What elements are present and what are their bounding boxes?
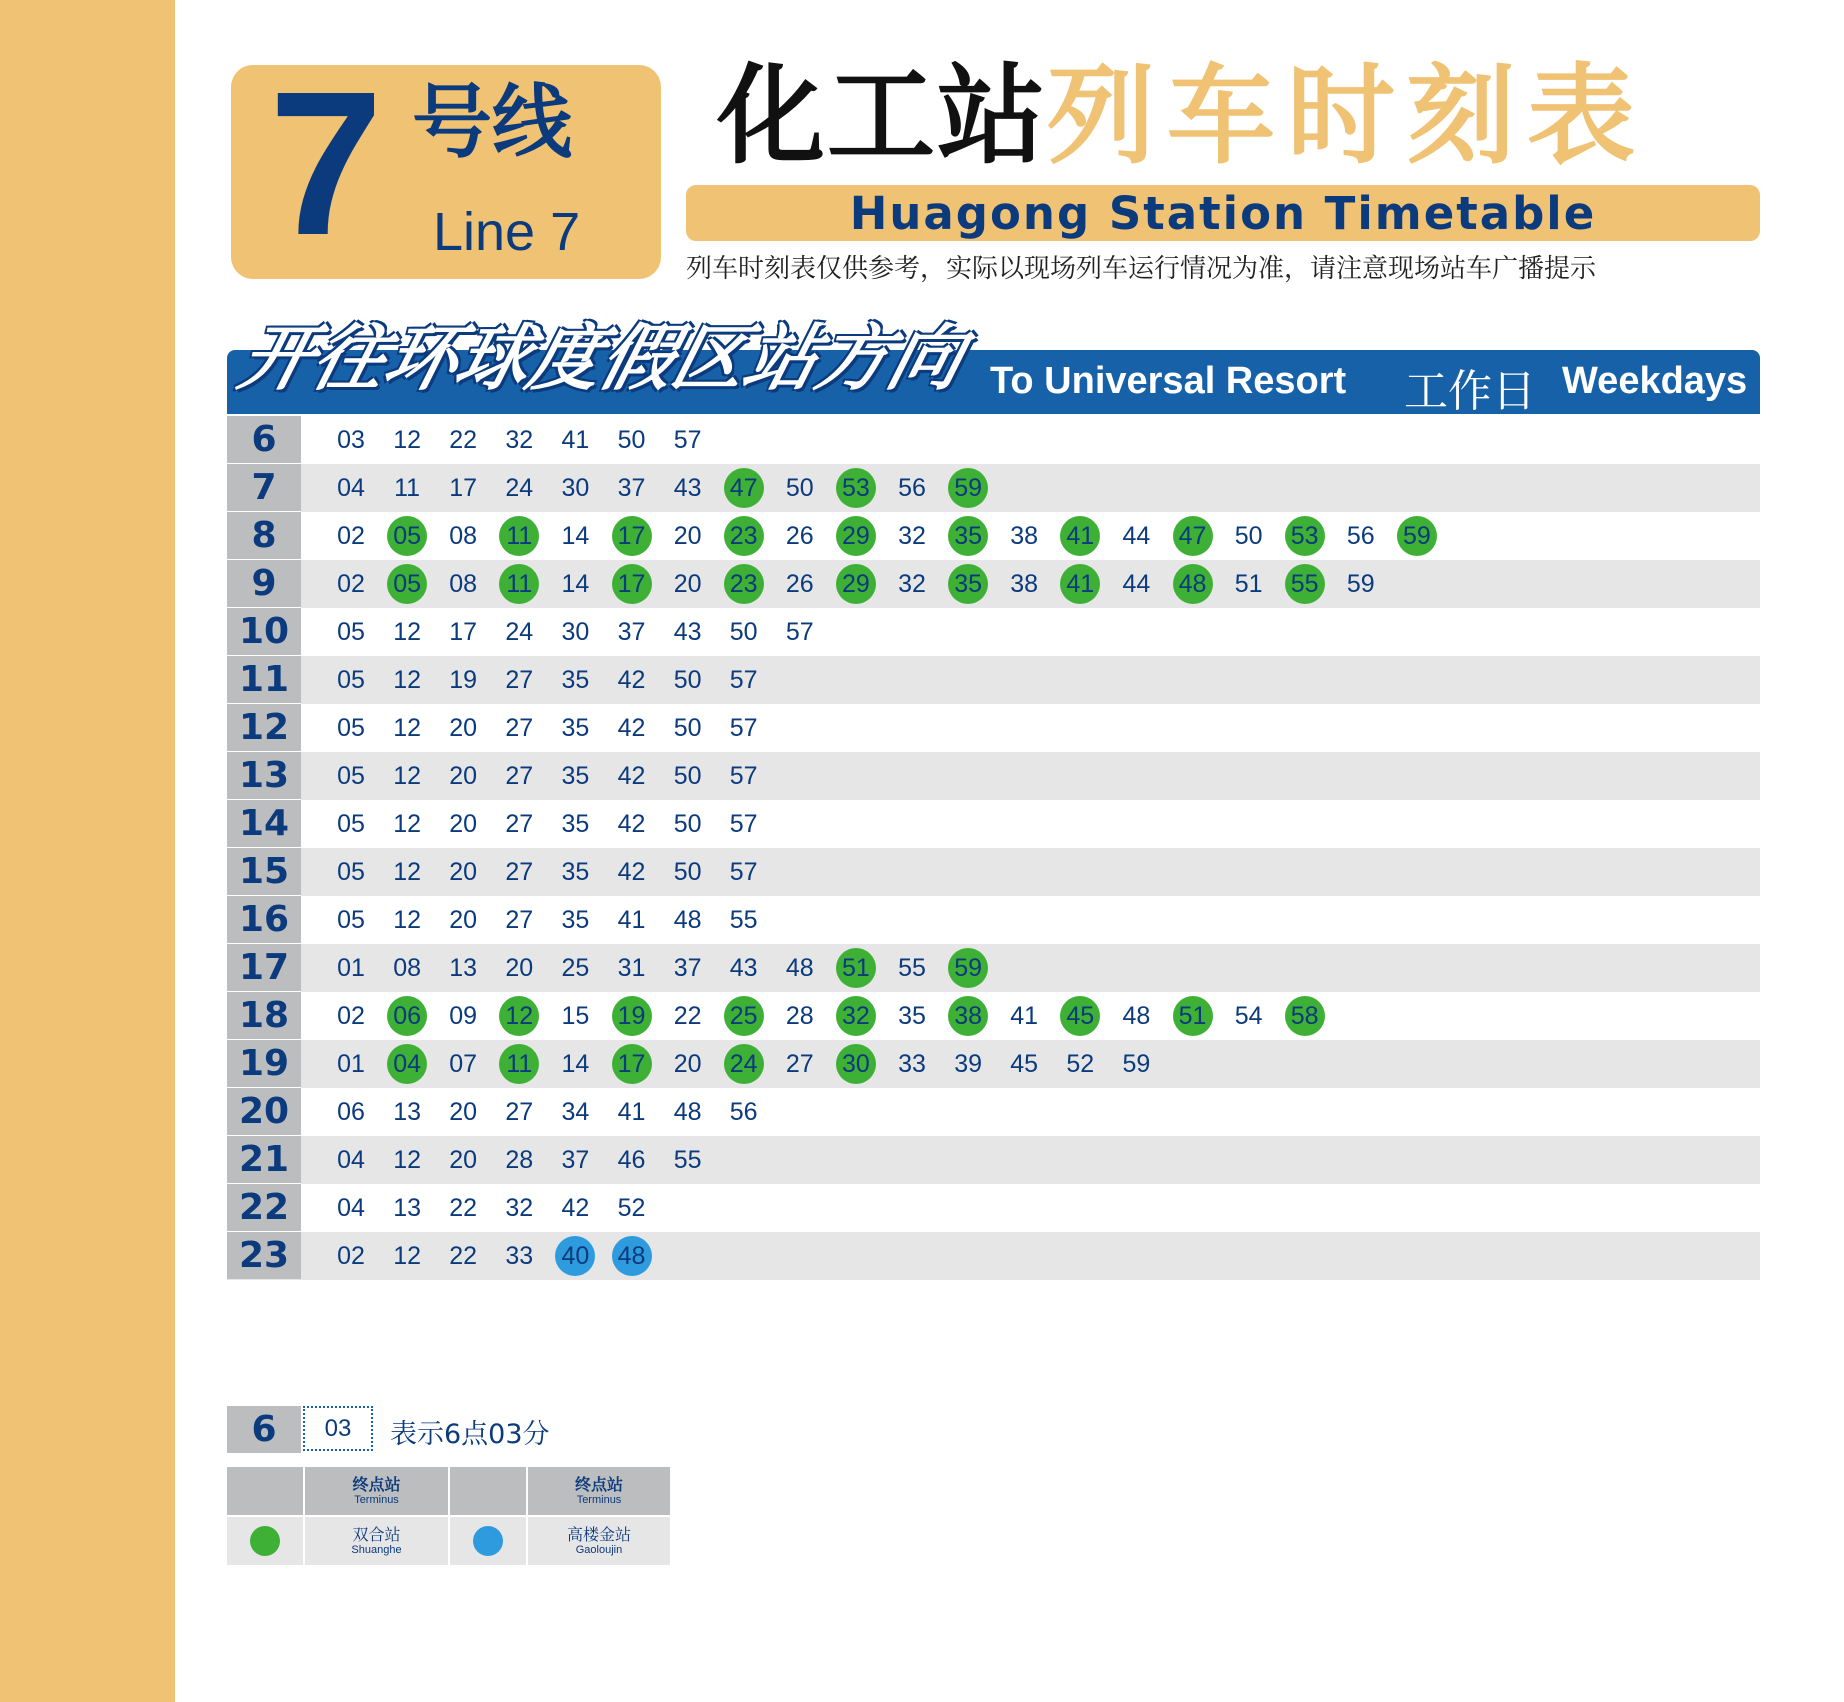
- departure-minute-shuanghe: 41: [1060, 516, 1100, 556]
- timetable-row: [227, 944, 1760, 992]
- direction-en: To Universal Resort: [990, 360, 1347, 402]
- legend-header-terminus-2: [528, 1467, 670, 1515]
- departure-minute: 03: [337, 426, 365, 454]
- departure-minute: 12: [393, 762, 421, 790]
- departure-minute: 41: [1010, 1002, 1039, 1030]
- departure-minute-shuanghe: 29: [836, 516, 876, 556]
- departure-minute: 57: [729, 810, 758, 838]
- departure-minute-shuanghe: 11: [499, 1044, 539, 1084]
- departure-minute: 55: [729, 906, 758, 934]
- departure-minute: 02: [337, 1002, 365, 1030]
- legend-blue-terminus: [528, 1517, 670, 1565]
- hour-label: 22: [227, 1184, 301, 1232]
- hour-label: 9: [227, 560, 301, 608]
- departure-minute: 35: [561, 762, 590, 790]
- hour-label: 11: [227, 656, 301, 704]
- departure-minute-shuanghe: 59: [948, 948, 988, 988]
- departure-minute: 25: [561, 954, 590, 982]
- departure-minute-shuanghe: 24: [724, 1044, 764, 1084]
- legend-example-text: 表示6点03分: [390, 1419, 550, 1450]
- departure-minute: 42: [561, 1194, 590, 1222]
- hour-label: 10: [227, 608, 301, 656]
- departure-minute: 42: [617, 810, 646, 838]
- departure-minute: 20: [449, 1146, 478, 1174]
- legend-green-terminus: [305, 1517, 448, 1565]
- departure-minute: 22: [673, 1002, 702, 1030]
- title-english: Huagong Station Timetable: [849, 186, 1597, 240]
- departure-minute: 44: [1122, 522, 1151, 550]
- departure-minute: 02: [337, 522, 365, 550]
- departure-minute: 05: [337, 714, 365, 742]
- green-dot-icon: [250, 1526, 280, 1556]
- departure-minute: 30: [561, 474, 590, 502]
- departure-minute: 26: [785, 570, 814, 598]
- departure-minute: 08: [449, 522, 478, 550]
- legend-header-terminus-1: [305, 1467, 448, 1515]
- departure-minute-shuanghe: 25: [724, 996, 764, 1036]
- departure-minute: 24: [505, 618, 534, 646]
- departure-minute: 12: [393, 906, 421, 934]
- timetable-row: [227, 464, 1760, 512]
- departure-minute: 20: [449, 714, 478, 742]
- departure-minute: 41: [561, 426, 590, 454]
- departure-minute: 20: [449, 762, 478, 790]
- departure-minute: 50: [729, 618, 758, 646]
- departure-minute-gaoloujin: 40: [555, 1236, 595, 1276]
- departure-minute-shuanghe: 30: [836, 1044, 876, 1084]
- departure-minute-shuanghe: 47: [724, 468, 764, 508]
- side-accent-strip: [0, 0, 175, 1702]
- departure-minute: 35: [561, 714, 590, 742]
- departure-minute: 05: [337, 810, 365, 838]
- departure-minute: 46: [617, 1146, 646, 1174]
- legend-header-en: Terminus: [354, 1493, 399, 1506]
- departure-minute: 39: [954, 1050, 982, 1078]
- departure-minute: 27: [505, 1098, 534, 1126]
- departure-minute-gaoloujin: 48: [612, 1236, 652, 1276]
- departure-minute: 43: [673, 474, 702, 502]
- departure-minute: 37: [617, 618, 646, 646]
- departure-minute-shuanghe: 51: [836, 948, 876, 988]
- hour-label: 12: [227, 704, 301, 752]
- departure-minute: 42: [617, 714, 646, 742]
- departure-minute: 48: [785, 954, 814, 982]
- departure-minute: 19: [449, 666, 478, 694]
- departure-minute: 01: [337, 954, 365, 982]
- departure-minute: 56: [898, 474, 926, 502]
- terminus-gaoloujin-cn: 高楼金站: [566, 1525, 631, 1545]
- departure-minute: 57: [729, 714, 758, 742]
- departure-minute-shuanghe: 58: [1285, 996, 1325, 1036]
- timetable-row: [227, 1184, 1760, 1232]
- departure-minute: 20: [673, 1050, 702, 1078]
- legend-header-en: Terminus: [576, 1493, 622, 1506]
- timetable-row: [227, 704, 1760, 752]
- departure-minute: 33: [505, 1242, 534, 1270]
- title-timetable-word: 列车时刻表: [1047, 54, 1648, 179]
- departure-minute: 56: [1346, 522, 1375, 550]
- departure-minute: 50: [673, 714, 702, 742]
- legend-example-minute: 03: [303, 1406, 373, 1451]
- timetable-row: [227, 1232, 1760, 1280]
- departure-minute: 12: [393, 1146, 421, 1174]
- departure-minute: 22: [449, 426, 478, 454]
- departure-minute: 05: [337, 762, 365, 790]
- departure-minute: 48: [673, 1098, 702, 1126]
- hour-label: 23: [227, 1232, 301, 1279]
- departure-minute-shuanghe: 35: [948, 564, 988, 604]
- departure-minute-shuanghe: 17: [612, 1044, 652, 1084]
- departure-minute: 50: [785, 474, 814, 502]
- departure-minute-shuanghe: 47: [1173, 516, 1213, 556]
- terminus-shuanghe-en: Shuanghe: [351, 1543, 402, 1556]
- departure-minute: 04: [337, 1146, 365, 1174]
- departure-minute: 34: [561, 1098, 590, 1126]
- departure-minute: 31: [617, 954, 646, 982]
- departure-minute-shuanghe: 17: [612, 516, 652, 556]
- timetable-row: [227, 560, 1760, 608]
- legend-green-dot-cell: [227, 1517, 303, 1565]
- legend-blue-dot-cell: [450, 1517, 526, 1565]
- departure-minute-shuanghe: 45: [1060, 996, 1100, 1036]
- departure-minute: 27: [505, 906, 534, 934]
- departure-minute: 12: [393, 858, 421, 886]
- departure-minute: 28: [785, 1002, 814, 1030]
- departure-minute: 41: [617, 906, 646, 934]
- hour-label: 15: [227, 848, 301, 896]
- departure-minute: 08: [449, 570, 478, 598]
- hour-label: 16: [227, 896, 301, 944]
- departure-minute: 30: [561, 618, 590, 646]
- departure-minute-shuanghe: 05: [387, 564, 427, 604]
- departure-minute: 05: [337, 906, 365, 934]
- departure-minute: 14: [561, 522, 590, 550]
- hour-label: 6: [227, 416, 301, 464]
- departure-minute: 33: [898, 1050, 926, 1078]
- departure-minute-shuanghe: 05: [387, 516, 427, 556]
- departure-minute: 37: [561, 1146, 590, 1174]
- hour-label: 18: [227, 992, 301, 1040]
- departure-minute: 42: [617, 858, 646, 886]
- departure-minute: 57: [729, 666, 758, 694]
- departure-minute: 17: [449, 618, 478, 646]
- timetable-row: [227, 656, 1760, 704]
- day-type-en: Weekdays: [1562, 360, 1748, 402]
- departure-minute: 42: [617, 762, 646, 790]
- departure-minute: 50: [673, 810, 702, 838]
- departure-minute: 12: [393, 426, 421, 454]
- departure-minute-shuanghe: 06: [387, 996, 427, 1036]
- legend-example-hour: 6: [227, 1406, 301, 1453]
- departure-minute: 17: [449, 474, 478, 502]
- departure-minute: 20: [673, 570, 702, 598]
- terminus-gaoloujin-en: Gaoloujin: [575, 1543, 623, 1556]
- departure-minute: 55: [898, 954, 926, 982]
- departure-minute-shuanghe: 59: [1397, 516, 1437, 556]
- departure-minute: 51: [1234, 570, 1263, 598]
- departure-minute: 35: [561, 858, 590, 886]
- departure-minute: 35: [561, 666, 590, 694]
- departure-minute-shuanghe: 17: [612, 564, 652, 604]
- line-name-en: Line 7: [433, 202, 581, 262]
- departure-minute: 12: [393, 1242, 421, 1270]
- departure-minute: 43: [729, 954, 758, 982]
- departure-minute: 50: [673, 858, 702, 886]
- departure-minute: 22: [449, 1242, 478, 1270]
- departure-minute: 09: [449, 1002, 478, 1030]
- departure-minute: 12: [393, 618, 421, 646]
- timetable: [227, 416, 1760, 1280]
- line-badge: [231, 49, 661, 279]
- departure-minute-shuanghe: 48: [1173, 564, 1213, 604]
- departure-minute: 20: [449, 810, 478, 838]
- departure-minute-shuanghe: 12: [499, 996, 539, 1036]
- departure-minute: 13: [393, 1098, 421, 1126]
- departure-minute: 20: [449, 858, 478, 886]
- departure-minute: 32: [505, 1194, 534, 1222]
- departure-minute-shuanghe: 32: [836, 996, 876, 1036]
- departure-minute: 05: [337, 666, 365, 694]
- departure-minute: 12: [393, 666, 421, 694]
- departure-minute: 14: [561, 570, 590, 598]
- timetable-row: [227, 608, 1760, 656]
- departure-minute: 13: [449, 954, 478, 982]
- departure-minute: 37: [673, 954, 702, 982]
- departure-minute: 06: [337, 1098, 365, 1126]
- departure-minute: 28: [505, 1146, 534, 1174]
- departure-minute: 15: [561, 1002, 590, 1030]
- departure-minute: 42: [617, 666, 646, 694]
- departure-minute: 43: [673, 618, 702, 646]
- timetable-row: [227, 896, 1760, 944]
- departure-minute: 24: [505, 474, 534, 502]
- timetable-row: [227, 416, 1760, 464]
- departure-minute: 32: [505, 426, 534, 454]
- departure-minute: 13: [393, 1194, 421, 1222]
- hour-label: 14: [227, 800, 301, 848]
- departure-minute: 54: [1234, 1002, 1263, 1030]
- timetable-row: [227, 848, 1760, 896]
- departure-minute: 08: [393, 954, 421, 982]
- departure-minute: 57: [673, 426, 702, 454]
- departure-minute: 48: [1122, 1002, 1151, 1030]
- departure-minute: 57: [729, 762, 758, 790]
- departure-minute-shuanghe: 51: [1173, 996, 1213, 1036]
- timetable-row: [227, 1088, 1760, 1136]
- legend-header-cn: 终点站: [352, 1475, 401, 1495]
- departure-minute: 20: [673, 522, 702, 550]
- title-station-name: 化工站: [717, 54, 1048, 179]
- departure-minute: 22: [449, 1194, 478, 1222]
- departure-minute: 04: [337, 1194, 365, 1222]
- departure-minute: 38: [1010, 522, 1039, 550]
- departure-minute: 20: [449, 906, 478, 934]
- departure-minute-shuanghe: 59: [948, 468, 988, 508]
- departure-minute: 50: [673, 666, 702, 694]
- subtitle-bar: [686, 185, 1760, 241]
- page-title: [717, 54, 1648, 179]
- hour-label: 13: [227, 752, 301, 800]
- departure-minute: 52: [617, 1194, 646, 1222]
- hour-label: 7: [227, 464, 301, 512]
- blue-dot-icon: [473, 1526, 503, 1556]
- timetable-row: [227, 1136, 1760, 1184]
- departure-minute: 37: [617, 474, 646, 502]
- hour-label: 20: [227, 1088, 301, 1136]
- departure-minute: 59: [1346, 570, 1375, 598]
- departure-minute: 12: [393, 714, 421, 742]
- departure-minute: 45: [1010, 1050, 1039, 1078]
- legend-header-blank-2: [450, 1467, 526, 1515]
- terminus-shuanghe-cn: 双合站: [352, 1525, 401, 1545]
- departure-minute: 05: [337, 858, 365, 886]
- departure-minute: 56: [729, 1098, 758, 1126]
- departure-minute-shuanghe: 53: [1285, 516, 1325, 556]
- timetable-row: [227, 752, 1760, 800]
- timetable-row: [227, 800, 1760, 848]
- departure-minute: 27: [505, 858, 534, 886]
- departure-minute: 41: [617, 1098, 646, 1126]
- departure-minute-shuanghe: 11: [499, 516, 539, 556]
- line-name-cn: 号线: [412, 76, 572, 169]
- departure-minute-shuanghe: 23: [724, 516, 764, 556]
- hour-label: 17: [227, 944, 301, 992]
- departure-minute: 26: [785, 522, 814, 550]
- legend-header-cn: 终点站: [574, 1475, 623, 1495]
- departure-minute: 59: [1122, 1050, 1151, 1078]
- day-type-cn: 工作日: [1404, 366, 1536, 417]
- departure-minute-shuanghe: 38: [948, 996, 988, 1036]
- timetable-row: [227, 992, 1760, 1040]
- departure-minute: 57: [729, 858, 758, 886]
- departure-minute: 32: [898, 522, 926, 550]
- departure-minute-shuanghe: 41: [1060, 564, 1100, 604]
- departure-minute: 11: [394, 474, 421, 502]
- departure-minute: 35: [898, 1002, 926, 1030]
- departure-minute-shuanghe: 19: [612, 996, 652, 1036]
- line-number: 7: [269, 49, 384, 278]
- departure-minute: 27: [505, 810, 534, 838]
- legend-header-blank-1: [227, 1467, 303, 1515]
- departure-minute: 50: [617, 426, 646, 454]
- departure-minute: 48: [673, 906, 702, 934]
- departure-minute-shuanghe: 29: [836, 564, 876, 604]
- departure-minute: 01: [337, 1050, 365, 1078]
- hour-label: 19: [227, 1040, 301, 1088]
- departure-minute: 50: [673, 762, 702, 790]
- departure-minute: 27: [505, 666, 534, 694]
- departure-minute-shuanghe: 04: [387, 1044, 427, 1084]
- departure-minute: 27: [785, 1050, 814, 1078]
- departure-minute: 20: [505, 954, 534, 982]
- departure-minute-shuanghe: 55: [1285, 564, 1325, 604]
- departure-minute-shuanghe: 11: [499, 564, 539, 604]
- departure-minute: 27: [505, 762, 534, 790]
- departure-minute: 44: [1122, 570, 1151, 598]
- departure-minute: 12: [393, 810, 421, 838]
- departure-minute-shuanghe: 53: [836, 468, 876, 508]
- direction-cn: 开往环球度假区站方向: [231, 316, 973, 400]
- departure-minute: 57: [785, 618, 814, 646]
- departure-minute: 35: [561, 906, 590, 934]
- departure-minute: 02: [337, 1242, 365, 1270]
- departure-minute: 05: [337, 618, 365, 646]
- timetable-row: [227, 1040, 1760, 1088]
- departure-minute: 14: [561, 1050, 590, 1078]
- departure-minute: 50: [1234, 522, 1263, 550]
- departure-minute: 52: [1066, 1050, 1095, 1078]
- departure-minute: 38: [1010, 570, 1039, 598]
- notice-text: 列车时刻表仅供参考，实际以现场列车运行情况为准，请注意现场站车广播提示: [686, 254, 1597, 284]
- departure-minute: 02: [337, 570, 365, 598]
- departure-minute: 20: [449, 1098, 478, 1126]
- timetable-row: [227, 512, 1760, 560]
- departure-minute: 55: [673, 1146, 702, 1174]
- hour-label: 8: [227, 512, 301, 560]
- departure-minute: 04: [337, 474, 365, 502]
- departure-minute-shuanghe: 23: [724, 564, 764, 604]
- departure-minute-shuanghe: 35: [948, 516, 988, 556]
- departure-minute: 27: [505, 714, 534, 742]
- hour-label: 21: [227, 1136, 301, 1184]
- departure-minute: 07: [449, 1050, 478, 1078]
- departure-minute: 35: [561, 810, 590, 838]
- departure-minute: 32: [898, 570, 926, 598]
